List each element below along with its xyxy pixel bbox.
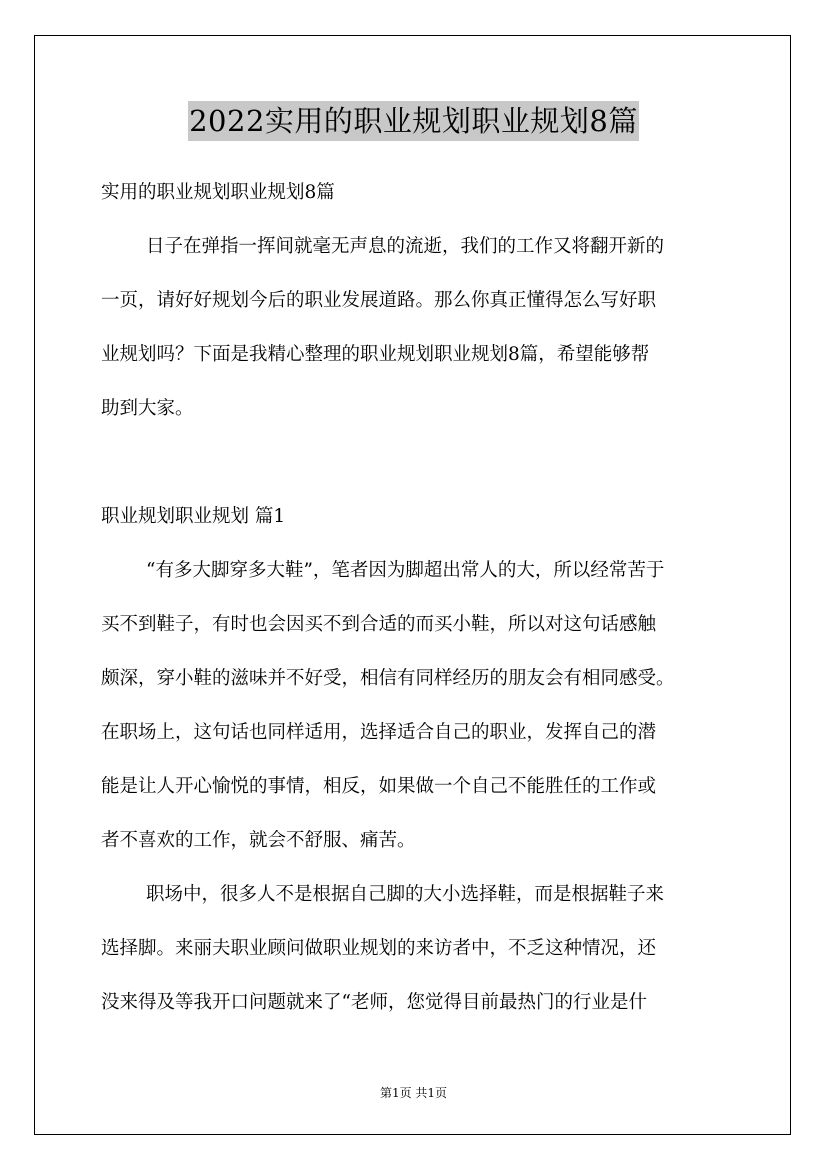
para2-line-3: 没来得及等我开口问题就来了“老师，您觉得目前最热门的行业是什	[101, 992, 647, 1013]
intro-line-3: 业规划吗？下面是我精心整理的职业规划职业规划8篇，希望能够帮	[101, 344, 650, 365]
intro-line-2: 一页，请好好规划今后的职业发展道路。那么你真正懂得怎么写好职	[101, 290, 657, 311]
title-container	[0, 101, 827, 141]
page-footer: 第1页 共1页	[379, 1086, 448, 1100]
para1-line-5: 能是让人开心愉悦的事情，相反，如果做一个自己不能胜任的工作或	[101, 776, 657, 797]
document-subtitle: 实用的职业规划职业规划8篇	[101, 182, 335, 203]
intro-line-1: 日子在弹指一挥间就毫无声息的流逝，我们的工作又将翻开新的	[146, 236, 665, 257]
intro-line-4: 助到大家。	[101, 398, 194, 419]
para2-line-1: 职场中，很多人不是根据自己脚的大小选择鞋，而是根据鞋子来	[146, 884, 665, 905]
document-title: 2022实用的职业规划职业规划8篇	[188, 101, 639, 141]
para1-line-3: 颇深，穿小鞋的滋味并不好受，相信有同样经历的朋友会有相同感受。	[101, 668, 675, 689]
section-heading: 职业规划职业规划 篇1	[101, 506, 286, 527]
para1-line-1: “有多大脚穿多大鞋”，笔者因为脚超出常人的大，所以经常苦于	[146, 560, 665, 581]
para1-line-4: 在职场上，这句话也同样适用，选择适合自己的职业，发挥自己的潜	[101, 722, 657, 743]
para1-line-2: 买不到鞋子，有时也会因买不到合适的而买小鞋，所以对这句话感触	[101, 614, 657, 635]
para1-line-6: 者不喜欢的工作，就会不舒服、痛苦。	[101, 830, 416, 851]
para2-line-2: 选择脚。来丽夫职业顾问做职业规划的来访者中，不乏这种情况，还	[101, 938, 657, 959]
